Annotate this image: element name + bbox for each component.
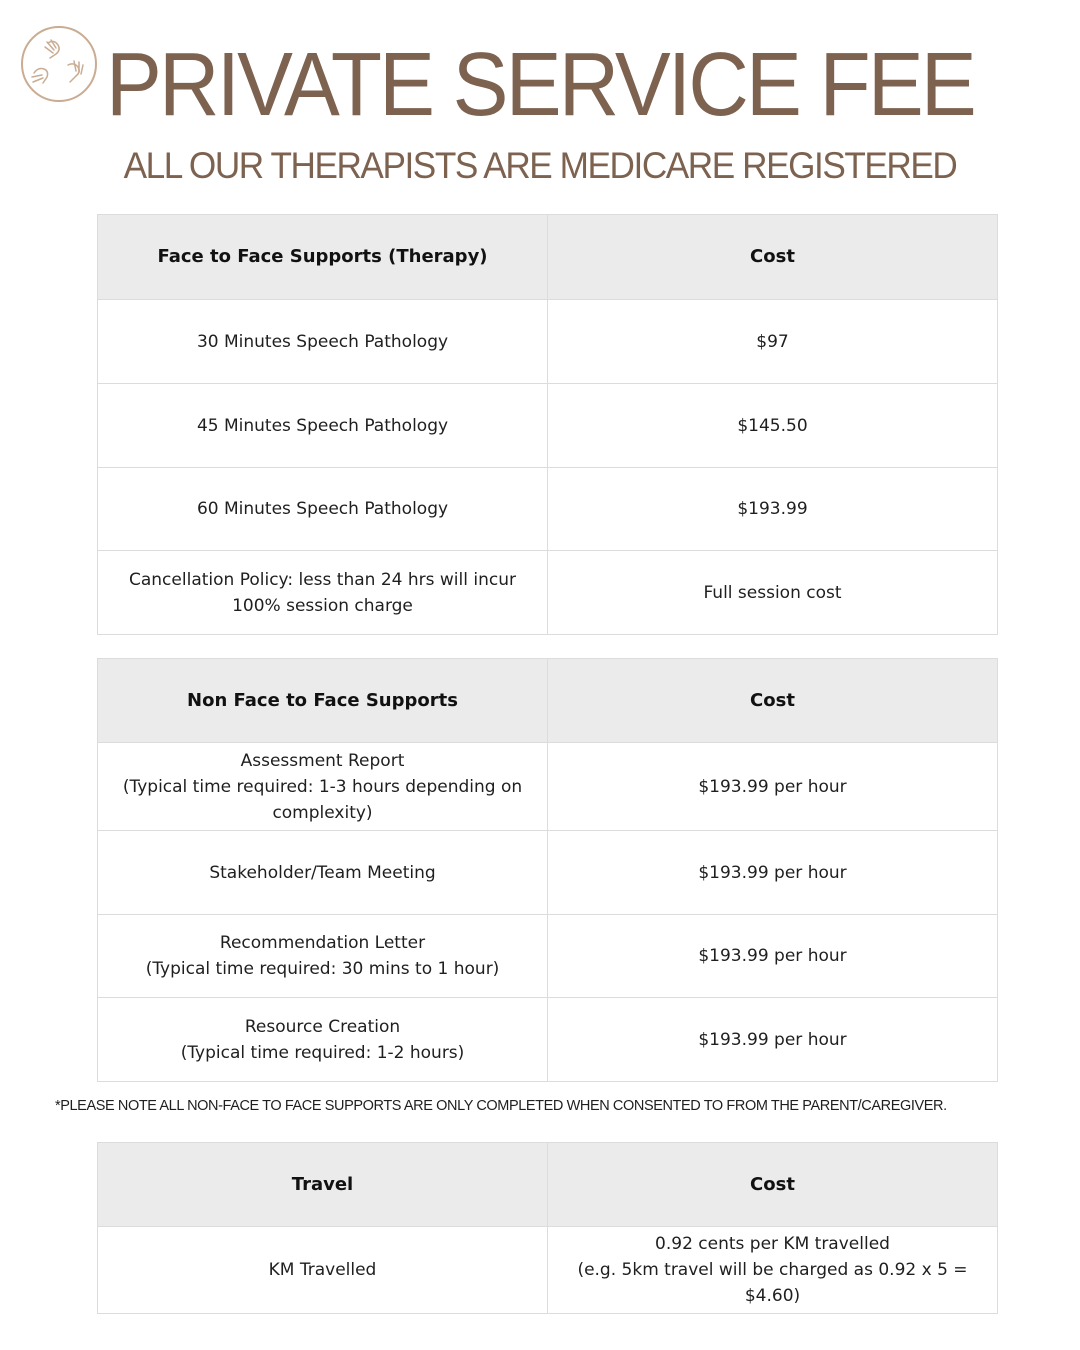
page-subtitle: ALL OUR THERAPISTS ARE MEDICARE REGISTERED (123, 145, 957, 186)
service-cell: Resource Creation (Typical time required: 1-2 hours) (98, 998, 548, 1082)
service-cell: 60 Minutes Speech Pathology (98, 468, 548, 551)
table-row (98, 915, 998, 998)
table-row (98, 551, 998, 635)
consent-note: *PLEASE NOTE ALL NON-FACE TO FACE SUPPORTS ARE ONLY COMPLETED WHEN CONSENTED TO FROM THE PARENT/CAREGIVER. (55, 1098, 947, 1114)
face-to-face-service-header: Face to Face Supports (Therapy) (98, 215, 548, 300)
cost-cell: $193.99 (548, 468, 998, 551)
travel-service-header: Travel (98, 1143, 548, 1227)
travel-table (97, 1142, 998, 1314)
service-cell: KM Travelled (98, 1227, 548, 1314)
face-to-face-table (97, 214, 998, 635)
cost-cell: 0.92 cents per KM travelled (e.g. 5km travel will be charged as 0.92 x 5 = $4.60) (548, 1227, 998, 1314)
service-cell: 45 Minutes Speech Pathology (98, 384, 548, 468)
cost-cell: $193.99 per hour (548, 831, 998, 915)
cost-cell: $97 (548, 300, 998, 384)
cost-cell: $193.99 per hour (548, 743, 998, 831)
page-title: PRIVATE SERVICE FEE (106, 35, 974, 135)
table-row (98, 998, 998, 1082)
table-row (98, 468, 998, 551)
service-cell: 30 Minutes Speech Pathology (98, 300, 548, 384)
service-cell: Stakeholder/Team Meeting (98, 831, 548, 915)
table-row (98, 743, 998, 831)
non-face-to-face-table (97, 658, 998, 1082)
cost-cell: $193.99 per hour (548, 998, 998, 1082)
cost-cell: $145.50 (548, 384, 998, 468)
non-face-to-face-service-header: Non Face to Face Supports (98, 659, 548, 743)
service-cell: Cancellation Policy: less than 24 hrs will incur 100% session charge (98, 551, 548, 635)
table-row (98, 831, 998, 915)
table-row (98, 300, 998, 384)
non-face-to-face-cost-header: Cost (548, 659, 998, 743)
cost-cell: $193.99 per hour (548, 915, 998, 998)
service-cell: Recommendation Letter (Typical time required: 30 mins to 1 hour) (98, 915, 548, 998)
face-to-face-cost-header: Cost (548, 215, 998, 300)
table-row (98, 384, 998, 468)
service-cell: Assessment Report (Typical time required: 1-3 hours depending on complexity) (98, 743, 548, 831)
table-row (98, 1227, 998, 1314)
cost-cell: Full session cost (548, 551, 998, 635)
travel-cost-header: Cost (548, 1143, 998, 1227)
